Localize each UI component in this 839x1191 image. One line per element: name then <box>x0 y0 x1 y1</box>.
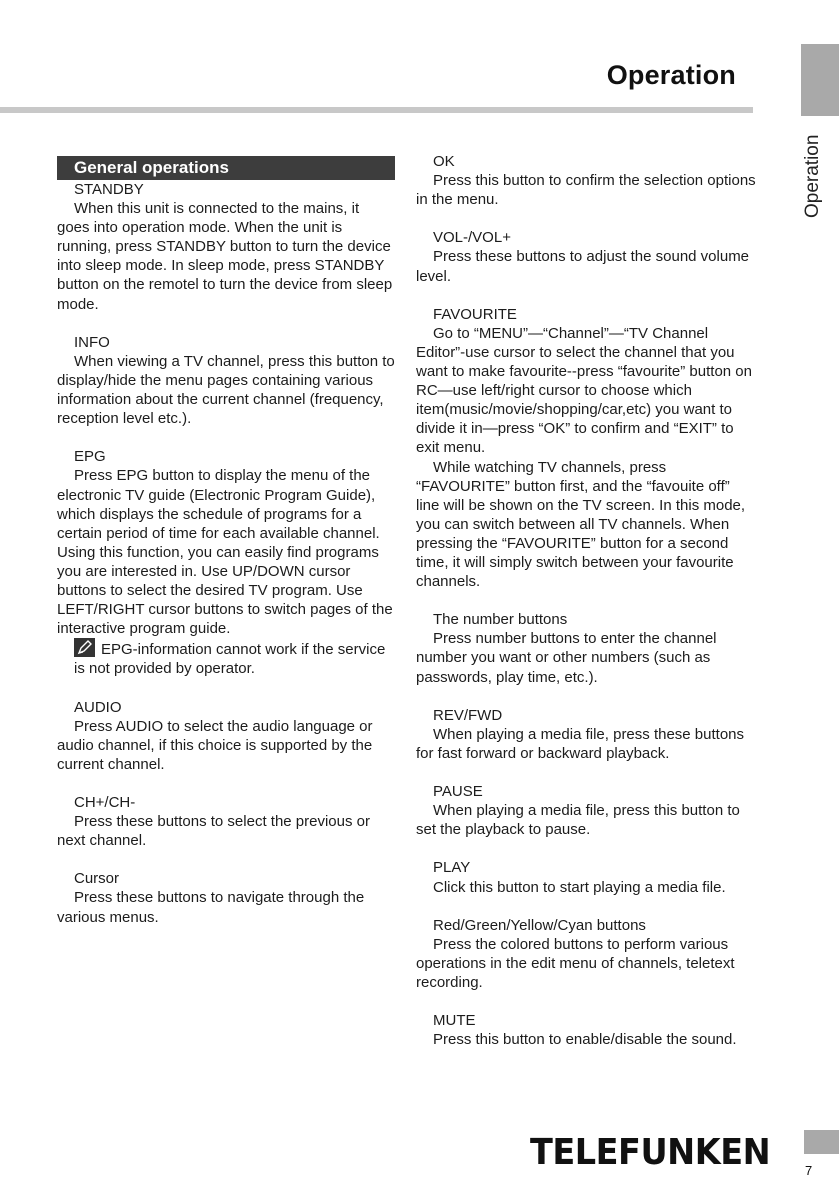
operation-block <box>57 333 395 428</box>
operation-block <box>416 916 756 992</box>
section-title: General operations <box>57 156 395 180</box>
operation-description: Press this button to enable/disable the sound. <box>433 1031 737 1049</box>
operation-block <box>416 858 756 896</box>
operation-title: Cursor <box>74 870 120 888</box>
operation-description: Press these buttons to adjust the sound volume level. <box>416 248 750 285</box>
operation-block <box>57 793 395 850</box>
page-tab <box>804 1130 839 1154</box>
right-column <box>416 152 756 1069</box>
operation-description: When viewing a TV channel, press this button to display/hide the menu pages containing various information about the current channel (frequency, reception level etc.). <box>57 352 395 428</box>
note <box>57 638 395 678</box>
operation-description: When playing a media file, press these buttons for fast forward or backward playback. <box>416 725 745 762</box>
operation-block <box>416 782 756 839</box>
operation-title: The number buttons <box>433 611 568 629</box>
page-title: Operation <box>606 60 736 90</box>
left-column <box>57 152 395 946</box>
operation-block <box>57 180 395 314</box>
chapter-tab <box>801 44 839 116</box>
page-number: 7 <box>805 1163 813 1178</box>
operation-title: FAVOURITE <box>433 305 517 323</box>
brand-logo: TELEFUNKEN <box>530 1132 771 1173</box>
operation-description: Press this button to confirm the selection options in the menu. <box>416 172 756 209</box>
operation-description: Press these buttons to select the previous or next channel. <box>57 813 370 850</box>
operation-block <box>416 305 756 591</box>
operation-block <box>57 698 395 774</box>
header-rule <box>0 107 753 113</box>
operation-description: Click this button to start playing a media file. <box>433 878 726 896</box>
operation-description: While watching TV channels, press “FAVOURITE” button first, and the “favouite off” line will be shown on the TV screen. In this mode, you can switch between all TV channels. When pressing the “FAVOURITE” button for a second time, it will simply switch between your favourite channels. <box>416 458 746 591</box>
operation-title: OK <box>433 153 455 170</box>
operation-block <box>416 610 756 686</box>
note-text: EPG-information cannot work if the service is not provided by operator. <box>74 641 386 678</box>
operation-description: Press these buttons to navigate through the various menus. <box>57 889 365 926</box>
pencil-note-icon <box>74 638 95 657</box>
operation-title: PAUSE <box>433 783 483 801</box>
operation-block <box>416 706 756 763</box>
operation-description: When playing a media file, press this button to set the playback to pause. <box>416 802 740 839</box>
operation-title: Red/Green/Yellow/Cyan buttons <box>433 916 646 934</box>
operation-description: Go to “MENU”—“Channel”—“TV Channel Editor”-use cursor to select the channel that you want to make favourite--press “favourite” button on RC—use left/right cursor to choose which item(music/movie/shopping/car,etc) you want to divide it in—press “OK” to confirm and “EXIT” to exit menu. <box>416 324 752 457</box>
operation-title: CH+/CH- <box>74 794 136 811</box>
operation-title: REV/FWD <box>433 706 503 724</box>
operation-title: MUTE <box>433 1012 476 1030</box>
operation-block <box>416 228 756 285</box>
operation-title: EPG <box>74 448 106 466</box>
left-blocks <box>57 180 395 927</box>
operation-description: Press EPG button to display the menu of the electronic TV guide (Electronic Program Guide), which displays the schedule of programs for a certain period of time for each available channel. Using this function, you can easily find programs you are interested in. Use UP/DOWN cursor buttons to select the desired TV program. Use LEFT/RIGHT cursor buttons to switch pages of the interactive program guide. <box>57 467 393 638</box>
operation-description: Press the colored buttons to perform various operations in the edit menu of channels, teletext recording. <box>416 935 735 992</box>
operation-block <box>57 869 395 926</box>
operation-block <box>416 1011 756 1049</box>
operation-title: INFO <box>74 333 110 351</box>
operation-description: Press AUDIO to select the audio language or audio channel, if this choice is supported by the current channel. <box>57 717 373 773</box>
operation-title: STANDBY <box>74 181 144 198</box>
operation-title: AUDIO <box>74 698 122 716</box>
operation-title: VOL-/VOL+ <box>433 229 511 247</box>
operation-description: When this unit is connected to the mains, it goes into operation mode. When the unit is running, press STANDBY button to turn the device into sleep mode. In sleep mode, press STANDBY button on the remotel to turn the device from sleep mode. <box>57 200 393 313</box>
operation-block <box>416 152 756 209</box>
operation-block <box>57 447 395 678</box>
side-chapter-label: Operation <box>802 134 823 218</box>
operation-description: Press number buttons to enter the channel number you want or other numbers (such as passwords, play time, etc.). <box>416 630 717 686</box>
right-blocks <box>416 152 756 1049</box>
operation-title: PLAY <box>433 859 471 877</box>
